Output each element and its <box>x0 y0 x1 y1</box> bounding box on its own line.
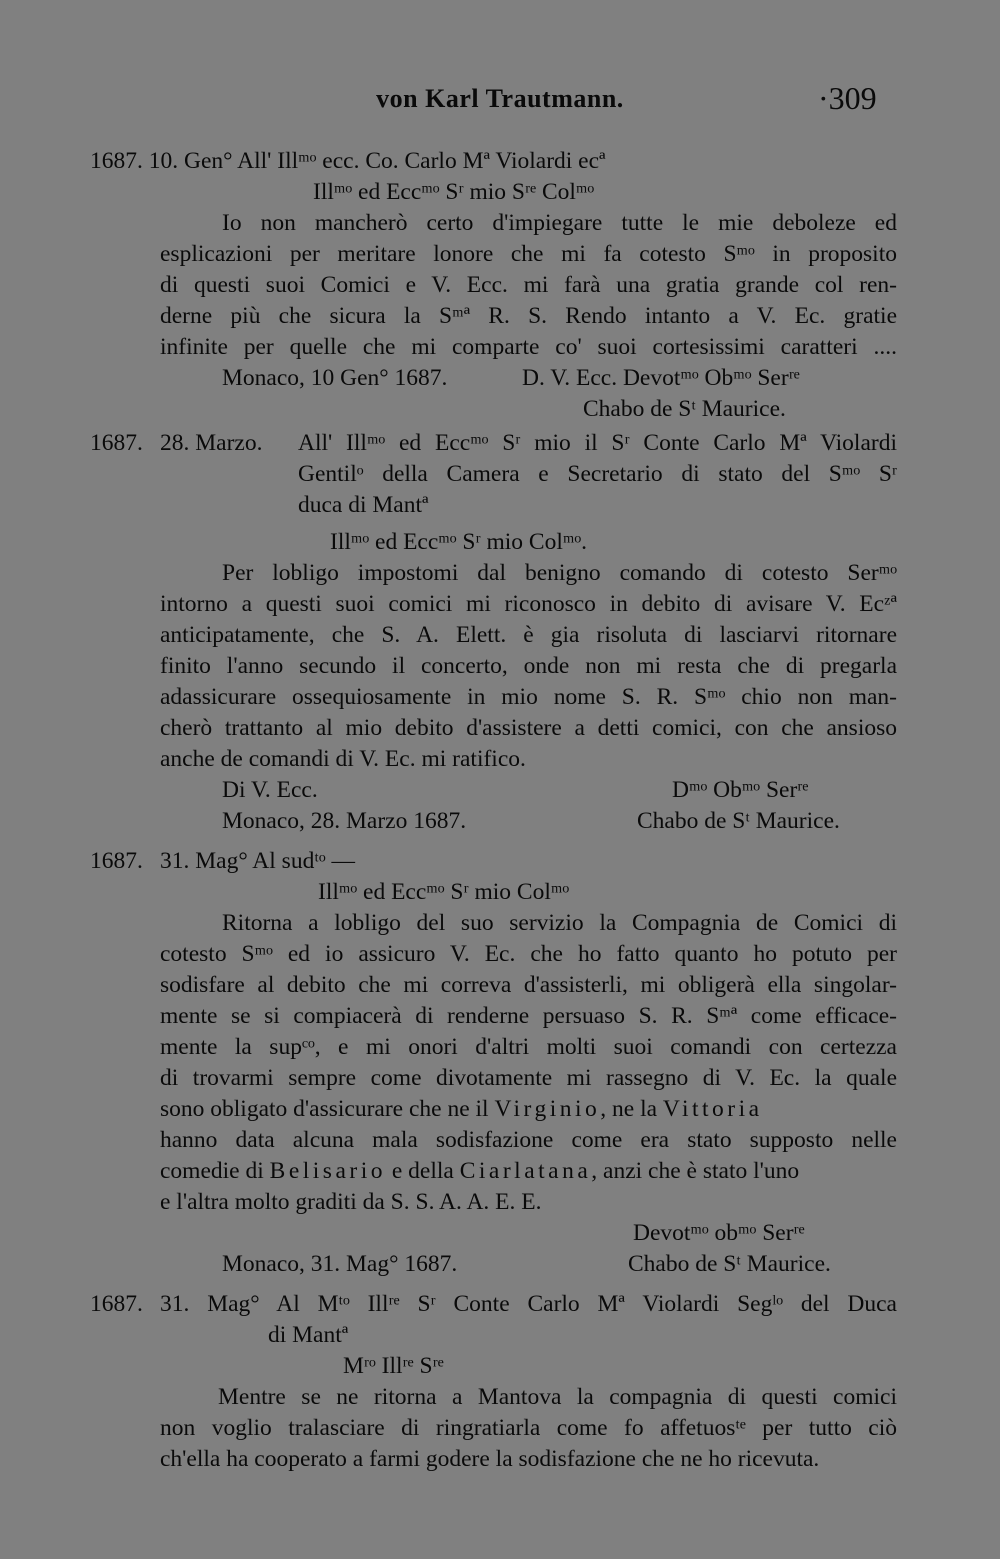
letter-3-body-line: Ritorna a lobligo del suo servizio la Compagnia de Comici di <box>222 910 897 936</box>
letter-2-closing: Dᵐᵒ Obᵐᵒ Serʳᵉ <box>672 777 809 803</box>
letter-2-address-line: duca di Mantª <box>298 492 429 518</box>
letter-4-heading: di Mantª <box>268 1322 349 1348</box>
letter-2-address-line: Gentilᵒ della Camera e Secretario di stato del Sᵐᵒ Sʳ <box>298 461 897 487</box>
letter-1-body-line: derne più che sicura la Sᵐª R. S. Rendo intanto a V. Ec. gratie <box>160 303 897 329</box>
letter-3-closing: Devotᵐᵒ obᵐᵒ Serʳᵉ <box>633 1220 805 1246</box>
letter-1-signature: Chabo de Sᵗ Maurice. <box>583 396 786 422</box>
letter-1-dateline: Monaco, 10 Gen° 1687. <box>222 365 448 391</box>
letter-3-signature: Chabo de Sᵗ Maurice. <box>628 1251 831 1277</box>
letter-2-date: 28. Marzo. <box>160 430 263 456</box>
letter-1-closing: D. V. Ecc. Devotᵐᵒ Obᵐᵒ Serʳᵉ <box>522 365 800 391</box>
letter-1-body-line: di questi suoi Comici e V. Ecc. mi farà una gratia grande col ren- <box>160 272 897 298</box>
spaced-name: Virginio <box>494 1096 601 1122</box>
letter-1-salutation: Illᵐᵒ ed Eccᵐᵒ Sʳ mio Sʳᵉ Colᵐᵒ <box>313 179 595 205</box>
letter-4-body-line: non voglio tralasciare di ringratiarla come fo affetuosᵗᵉ per tutto ciò <box>160 1415 897 1441</box>
letter-3-body-line <box>160 1094 763 1124</box>
letter-1-heading: 1687. 10. Gen° All' Illᵐᵒ ecc. Co. Carlo Mª Violardi ecª <box>90 148 606 174</box>
letter-2-body-line: anticipatamente, che S. A. Elett. è gia risoluta di lasciarvi ritornare <box>160 622 897 648</box>
letter-3-body-line: mente se si compiacerà di renderne persuaso S. R. Sᵐª come efficace- <box>160 1003 897 1029</box>
letter-4-body-line: Mentre se ne ritorna a Mantova la compagnia di questi comici <box>218 1384 897 1410</box>
letter-3-body-line: sodisfare al debito che mi correva d'assisterli, mi obligerà ella singolar- <box>160 972 897 998</box>
letter-3-body-line <box>160 1156 799 1186</box>
letter-2-body-line: cherò trattanto al mio debito d'assistere a detti comici, con che ansioso <box>160 715 897 741</box>
letter-3-body-line: mente la supᶜᵒ, e mi onori d'altri molti suoi comandi con certezza <box>160 1034 897 1060</box>
spaced-name: Vittoria <box>662 1096 763 1122</box>
spaced-name: Belisario <box>269 1158 386 1184</box>
letter-2-body-line: adassicurare ossequiosamente in mio nome S. R. Sᵐᵒ chio non man- <box>160 684 897 710</box>
spaced-name: Ciarlatana <box>459 1158 592 1184</box>
letter-2-dateline: Monaco, 28. Marzo 1687. <box>222 808 467 834</box>
text-run: , anzi che è stato l'uno <box>591 1158 800 1184</box>
letter-4-year: 1687. <box>90 1291 143 1317</box>
page-number: ·309 <box>818 80 877 116</box>
letter-2-closing: Di V. Ecc. <box>222 777 318 803</box>
letter-2-signature: Chabo de Sᵗ Maurice. <box>637 808 840 834</box>
letter-2-year: 1687. <box>90 430 143 456</box>
text-run: comedie di <box>160 1158 264 1184</box>
letter-4-heading: 31. Mag° Al Mᵗᵒ Illʳᵉ Sʳ Conte Carlo Mª Violardi Segˡᵒ del Duca <box>160 1291 897 1317</box>
letter-3-salutation: Illᵐᵒ ed Eccᵐᵒ Sʳ mio Colᵐᵒ <box>318 879 570 905</box>
letter-2-body-line: finito l'anno secundo il concerto, onde non mi resta che di pregarla <box>160 653 897 679</box>
letter-2-salutation: Illᵐᵒ ed Eccᵐᵒ Sʳ mio Colᵐᵒ. <box>330 529 587 555</box>
letter-4-salutation: Mʳᵒ Illʳᵉ Sʳᵉ <box>343 1353 444 1379</box>
text-run: e della <box>391 1158 454 1184</box>
letter-3-body-line: di trovarmi sempre come divotamente mi rassegno di V. Ec. la quale <box>160 1065 897 1091</box>
letter-3-body-line: cotesto Sᵐᵒ ed io assicuro V. Ec. che ho fatto quanto ho potuto per <box>160 941 897 967</box>
letter-3-body-line: e l'altra molto graditi da S. S. A. A. E. E. <box>160 1189 542 1215</box>
letter-4-body-line: ch'ella ha cooperato a farmi godere la sodisfazione che ne ho ricevuta. <box>160 1446 820 1472</box>
letter-2-body-line: intorno a questi suoi comici mi riconosco in debito di avisare V. Ecᶻª <box>160 591 897 617</box>
letter-1-body-line: esplicazioni per meritare lonore che mi fa cotesto Sᵐᵒ in proposito <box>160 241 897 267</box>
letter-3-year: 1687. <box>90 848 143 874</box>
letter-3-body-line: hanno data alcuna mala sodisfazione come era stato supposto nelle <box>160 1127 897 1153</box>
letter-3-heading: 31. Mag° Al sudᵗᵒ — <box>160 848 355 874</box>
running-header: von Karl Trautmann. <box>376 84 624 113</box>
letter-3-dateline: Monaco, 31. Mag° 1687. <box>222 1251 458 1277</box>
letter-2-body-line: Per lobligo impostomi dal benigno comando di cotesto Serᵐᵒ <box>222 560 897 586</box>
letter-2-address-line: All' Illᵐᵒ ed Eccᵐᵒ Sʳ mio il Sʳ Conte Carlo Mª Violardi <box>298 430 897 456</box>
text-run: sono obligato d'assicurare che ne il <box>160 1096 489 1122</box>
letter-1-body-line: Io non mancherò certo d'impiegare tutte le mie deboleze ed <box>222 210 897 236</box>
text-run: , ne la <box>600 1096 658 1122</box>
letter-1-body-line: infinite per quelle che mi comparte co' suoi cortesissimi caratteri .... <box>160 334 897 360</box>
letter-2-body-line: anche de comandi di V. Ec. mi ratifico. <box>160 746 526 772</box>
